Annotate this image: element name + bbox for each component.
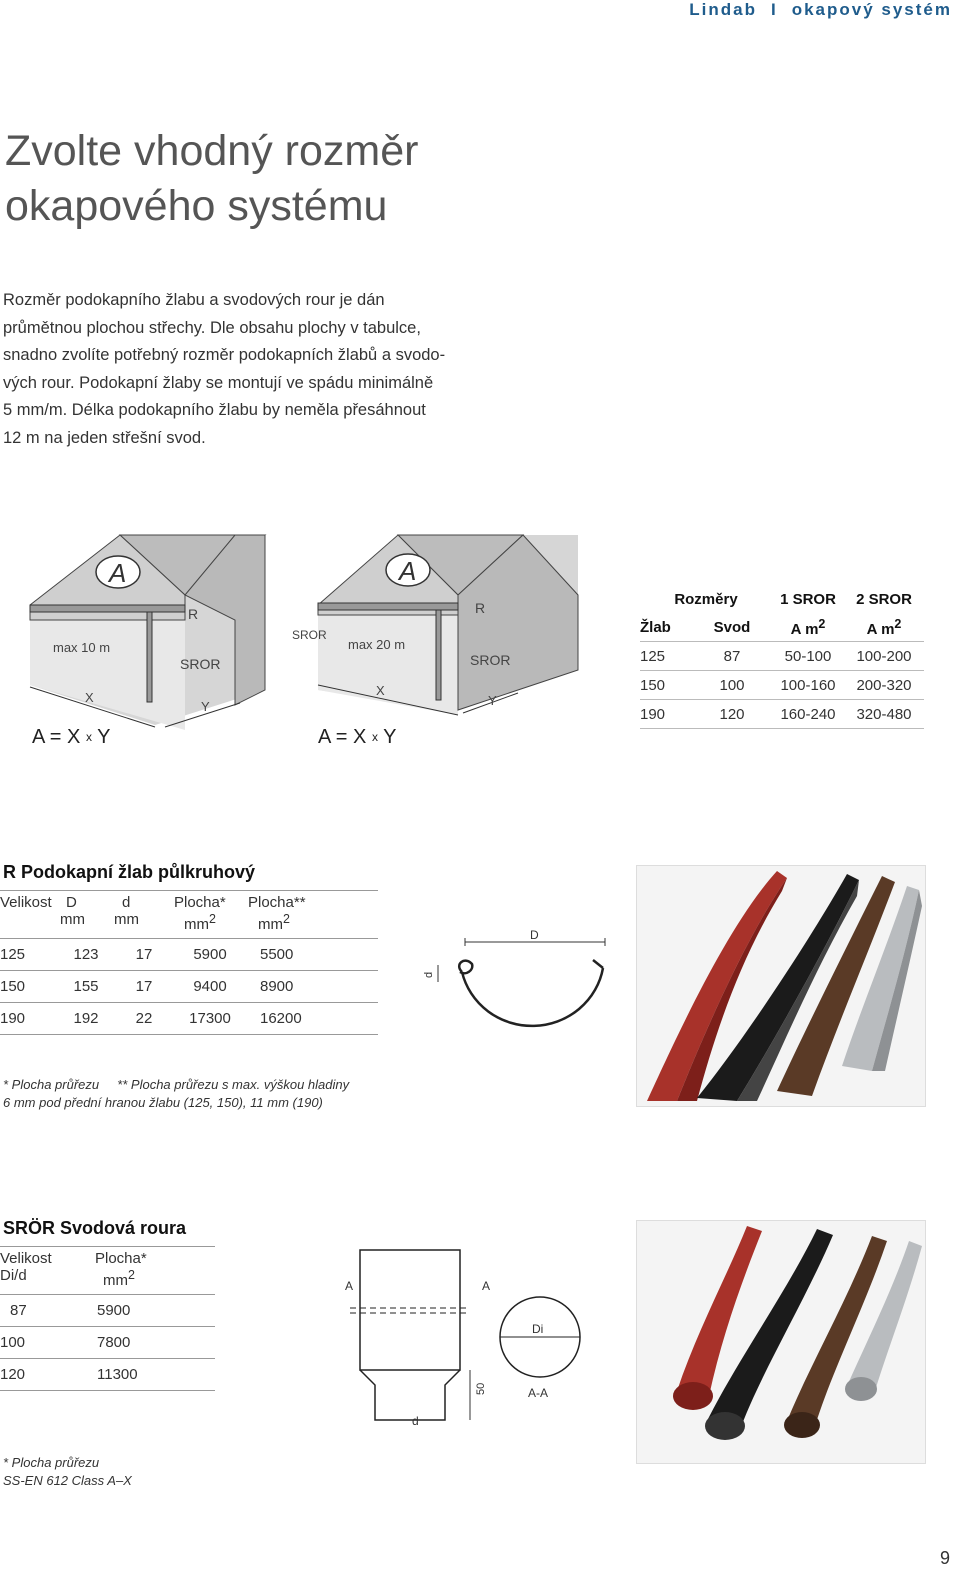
header-separator: I [770,0,778,19]
formula: A = X x Y [32,726,111,748]
cell: 192 [58,1003,114,1035]
table-row [640,642,924,671]
note-line: 6 mm pod přední hranou žlabu (125, 150), 11 mm (190) [3,1095,323,1110]
table-header-row [640,613,924,642]
downpipe-technical-drawing [340,1245,585,1430]
label-r: R [475,600,486,616]
header-gutter: Žlab [640,613,692,642]
header-one-downpipe: 1 SROR [780,590,836,608]
downpipe-table [0,1246,215,1391]
cell: 8900 [246,971,378,1003]
note-line: * Plocha průřezu ** Plocha průřezu s max. výškou hladiny [3,1077,350,1092]
cell: 100 [692,671,772,700]
page-header [689,0,952,20]
cell: 123 [58,939,114,971]
gutter-shape [30,605,185,612]
area-letter: A [109,558,127,588]
cell: 160-240 [772,700,844,729]
header-area: A $m^2$ [844,613,924,642]
cell: 17300 [174,1003,246,1035]
page-title [5,124,418,234]
header-d-outer: D mm [58,891,114,939]
brand-name: Lindab [689,0,757,19]
table-row [0,1003,378,1035]
label-x: X [376,683,385,698]
header-two-downpipes: 2 SROR [856,590,912,608]
downpipe-section-title: SRÖR Svodová roura [3,1218,187,1238]
house-diagram-double-downpipe [288,525,588,755]
cell: 17 [114,939,174,971]
note-line: SS-EN 612 Class A–X [3,1473,132,1488]
cell: 155 [58,971,114,1003]
label-diameter: D [530,928,539,942]
header-dims: Rozměry [674,590,738,608]
cell: 5900 [174,939,246,971]
label-max: max 20 m [348,637,406,652]
cell: 190 [640,700,692,729]
label-r: R [188,606,199,622]
cell: 5900 [95,1295,215,1327]
gutter-table [0,890,378,1035]
cell: 125 [0,939,58,971]
label-section-left: A [345,1279,354,1293]
cell: 5500 [246,939,378,971]
header-area: A $m^2$ [772,613,844,642]
table-row [640,671,924,700]
formula: A = X x Y [318,726,397,748]
cell: 87 [0,1295,95,1327]
downpipe-shape [147,612,152,702]
label-section-right: A [482,1279,491,1293]
cell: 17 [114,971,174,1003]
cell: 120 [0,1359,95,1391]
intro-line: Rozměr podokapního žlabu a svodových rour je dán [3,291,385,309]
table-row [0,1295,215,1327]
cell: 100 [0,1327,95,1359]
label-y: Y [201,699,210,714]
intro-paragraph [3,287,473,452]
table-row [0,1359,215,1391]
intro-line: 12 m na jeden střešní svod. [3,428,206,447]
header-area-1: Plocha* $mm^2$ [174,891,246,939]
cell: 9400 [174,971,246,1003]
label-inner-diameter: d [423,971,435,978]
intro-line: vých rour. Podokapní žlaby se montují ve spádu minimálně [3,373,434,392]
cell: 87 [692,642,772,671]
table-row [0,1327,215,1359]
header-area-2: Plocha** $mm^2$ [246,891,378,939]
intro-line: průmětnou plochou střechy. Dle obsahu plochy v tabulce, [3,318,421,337]
label-x: X [85,690,94,705]
label-sror-right: SROR [470,652,511,668]
label-d: d [412,1414,419,1428]
downpipe-product-photo [636,1220,926,1464]
label-fifty: 50 [475,1382,487,1395]
cell: 150 [640,671,692,700]
gutter-shape [318,603,458,610]
label-sror-left: SROR [292,628,327,642]
header-d-inner: d mm [114,891,174,939]
header-downpipe: Svod [692,613,772,642]
cell: 200-320 [844,671,924,700]
cell: 22 [114,1003,174,1035]
table-row [0,971,378,1003]
cell: 16200 [246,1003,378,1035]
gutter-profile-diagram [410,920,620,1045]
roof-area-table [640,585,924,729]
table-row [0,939,378,971]
table-header-row [640,585,924,613]
cell: 11300 [95,1359,215,1391]
header-size: Velikost Di/d [0,1247,95,1295]
gutter-notes [3,1076,349,1112]
area-letter: A [399,556,417,586]
note-line: * Plocha průřezu [3,1455,100,1470]
cell: 320-480 [844,700,924,729]
gutter-product-photo [636,865,926,1107]
label-sror: SROR [180,656,221,672]
label-section-aa: A-A [528,1386,549,1400]
table-header-row [0,1247,215,1295]
table-header-row [0,891,378,939]
intro-line: snadno zvolíte potřebný rozměr podokapních žlabů a svodo- [3,346,446,364]
cell: 120 [692,700,772,729]
label-inner-diameter: Di [532,1322,544,1336]
label-max: max 10 m [53,640,111,655]
house-diagram-single-downpipe [25,525,280,755]
cell: 125 [640,642,692,671]
label-y: Y [488,693,497,708]
cell: 150 [0,971,58,1003]
intro-line: 5 mm/m. Délka podokapního žlabu by neměla přesáhnout [3,401,426,419]
title-line-1: Zvolte vhodný rozměr [5,127,419,175]
gutter-section-title: R Podokapní žlab půlkruhový [3,862,256,882]
header-area: Plocha* $mm^2$ [95,1247,215,1295]
header-section: okapový systém [791,0,952,19]
page-number: 9 [939,1548,950,1568]
cell: 100-200 [844,642,924,671]
cell: 50-100 [772,642,844,671]
header-size: Velikost [0,891,58,939]
downpipe-notes [3,1454,132,1490]
cell: 7800 [95,1327,215,1359]
cell: 190 [0,1003,58,1035]
downpipe-shape [436,610,441,700]
title-line-2: okapového systému [5,182,388,230]
cell: 100-160 [772,671,844,700]
table-row [640,700,924,729]
